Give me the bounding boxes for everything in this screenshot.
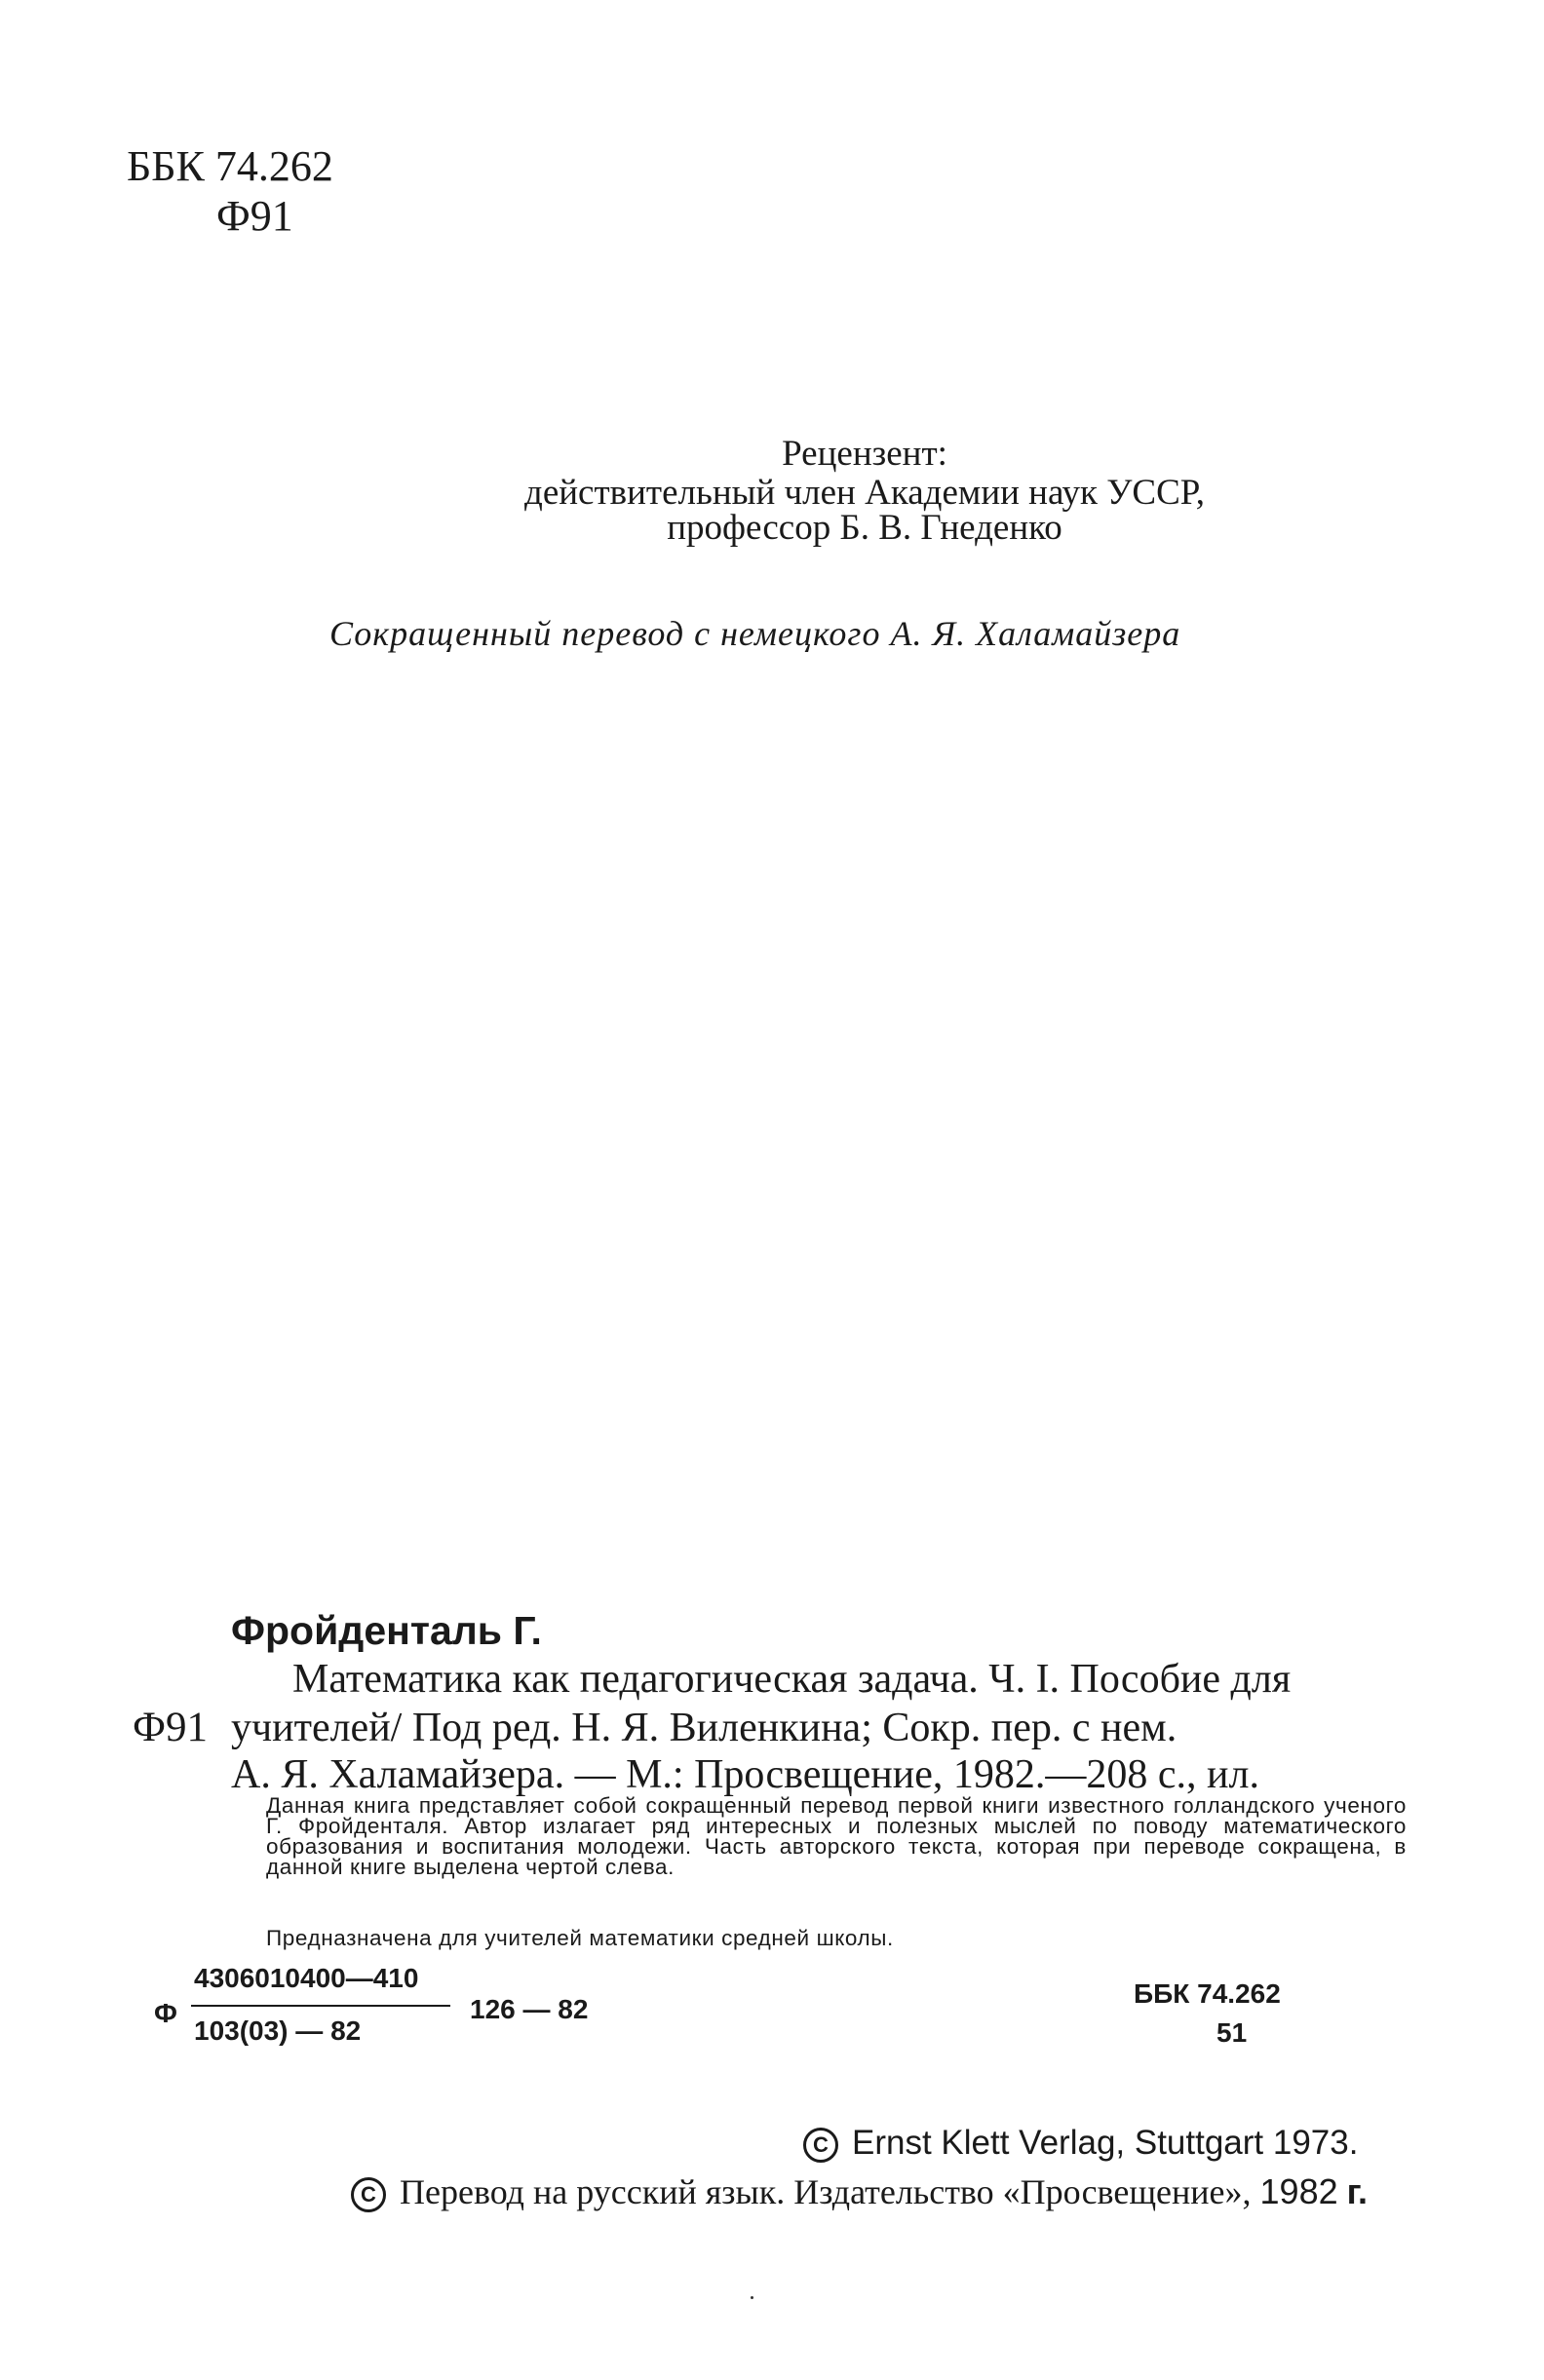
copyright-year-suffix: г. [1346, 2171, 1369, 2211]
copyright-original [803, 2123, 1358, 2164]
record-code: Ф91 [133, 1705, 208, 1750]
copyright-translation-text: Перевод на русский язык. Издательство «Просвещение», [400, 2172, 1260, 2211]
record-line-2: учителей/ Под ред. Н. Я. Виленкина; Сокр. пер. с нем. [231, 1706, 1177, 1750]
copyright-original-text: Ernst Klett Verlag, Stuttgart 1973. [852, 2124, 1359, 2162]
audience-note: Предназначена для учителей математики средней школы. [266, 1926, 894, 1950]
copyright-icon: C [803, 2128, 838, 2163]
copyright-year: 1982 [1259, 2171, 1338, 2211]
record-line-3: А. Я. Халамайзера. — М.: Просвещение, 1982.—208 с., ил. [231, 1752, 1259, 1797]
index-fraction-line [191, 2005, 450, 2007]
bbk-classification: ББК 74.262 [127, 142, 333, 190]
index-numerator: 4306010400—410 [194, 1963, 419, 1993]
reviewer-name: профессор Б. В. Гнеденко [667, 508, 1062, 548]
index-bbk-code: 51 [1216, 2017, 1248, 2048]
index-denominator: 103(03) — 82 [194, 2015, 362, 2046]
copyright-translation [351, 2171, 1368, 2212]
reviewer-label: Рецензент: [782, 434, 947, 474]
index-letter: Ф [154, 1998, 177, 2028]
annotation [266, 1795, 1407, 1877]
record-author: Фройденталь Г. [231, 1608, 542, 1653]
copyright-icon: C [351, 2177, 386, 2212]
index-bbk: ББК 74.262 [1134, 1978, 1281, 2009]
author-code: Ф91 [216, 192, 293, 240]
record-line-1: Математика как педагогическая задача. Ч. I. Пособие для [292, 1657, 1292, 1702]
translation-note: Сокращенный перевод с немецкого А. Я. Халамайзера [329, 614, 1181, 653]
index-middle: 126 — 82 [470, 1994, 589, 2024]
print-speck [751, 2296, 753, 2299]
reviewer-description: действительный член Академии наук УССР, [524, 473, 1205, 513]
annotation-text: Данная книга представляет собой сокращенный перевод первой книги известного голландского ученого Г. Фройденталя. Автор излагает ряд интересных и полезных мыслей по поводу математического образования и воспитания молодежи. Часть авторского текста, которая при переводе сокращена, в данной книге выделена чертой слева. [266, 1793, 1407, 1879]
